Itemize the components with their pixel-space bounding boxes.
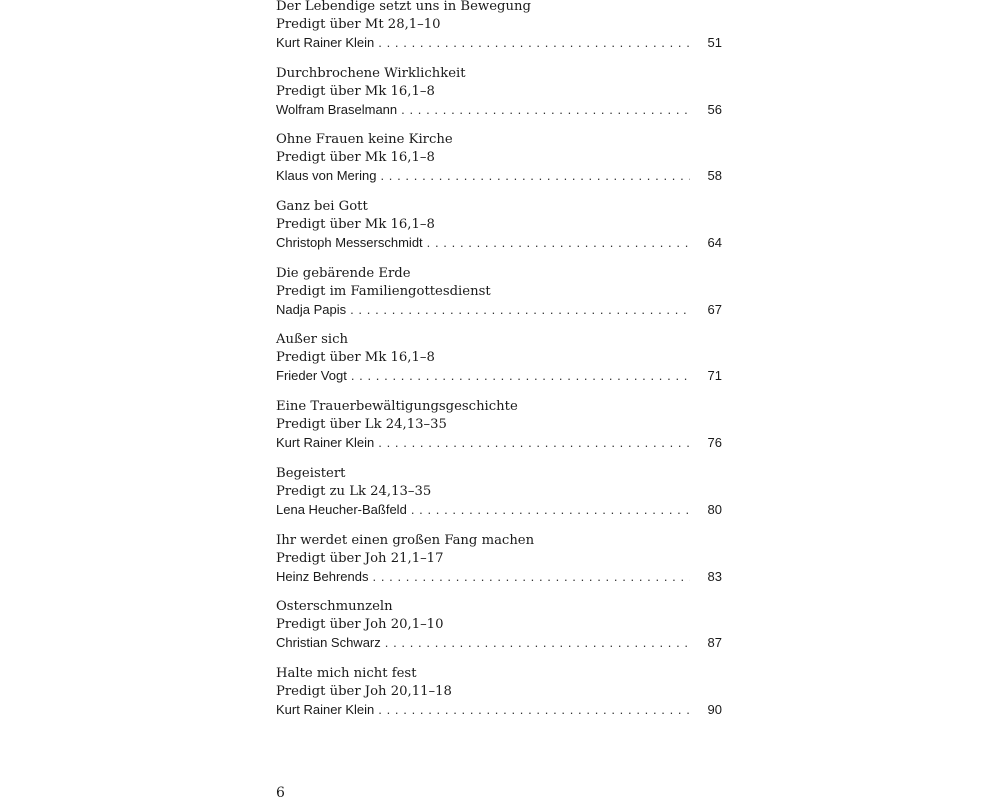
entry-subtitle: Predigt zu Lk 24,13–35 <box>276 483 432 499</box>
entry-subtitle: Predigt über Joh 20,11–18 <box>276 683 452 699</box>
entry-page-number: 67 <box>707 301 722 317</box>
entry-subtitle: Predigt über Mk 16,1–8 <box>276 83 435 99</box>
toc-entry <box>276 331 722 398</box>
toc-entry <box>276 598 722 665</box>
entry-page-number: 51 <box>707 35 722 50</box>
page-folio-number: 6 <box>276 785 285 801</box>
dot-leader <box>351 367 690 385</box>
dot-leader <box>411 501 690 519</box>
entry-page-number: 80 <box>707 501 722 517</box>
entry-subtitle: Predigt über Mk 16,1–8 <box>276 150 435 166</box>
toc-entry <box>276 265 722 332</box>
toc-entry <box>276 131 722 198</box>
toc-entry <box>276 65 722 132</box>
dot-leader <box>401 101 690 119</box>
entry-subtitle: Predigt über Lk 24,13–35 <box>276 417 447 433</box>
entry-title: Ohne Frauen keine Kirche <box>276 132 453 148</box>
entry-page-number: 56 <box>707 101 722 117</box>
entry-author: Klaus von Mering <box>276 168 377 184</box>
entry-title: Begeistert <box>276 465 346 481</box>
entry-page-number: 76 <box>707 435 722 451</box>
toc-entry <box>276 665 722 732</box>
entry-author: Wolfram Braselmann <box>276 101 398 117</box>
entry-author: Christian Schwarz <box>276 635 381 651</box>
dot-leader <box>373 568 691 586</box>
toc-entry <box>276 532 722 599</box>
entry-subtitle: Predigt über Joh 20,1–10 <box>276 617 444 633</box>
entry-author-row <box>276 634 722 652</box>
entry-subtitle: Predigt über Mk 16,1–8 <box>276 350 435 366</box>
entry-page-number: 87 <box>707 635 722 651</box>
entry-author-row <box>276 234 722 252</box>
toc-entry <box>276 465 722 532</box>
entry-subtitle: Predigt im Familiengottesdienst <box>276 283 491 299</box>
toc-entry <box>276 198 722 265</box>
entry-author: Heinz Behrends <box>276 568 369 584</box>
entry-page-number: 64 <box>707 235 722 251</box>
dot-leader <box>380 167 690 185</box>
entry-title: Osterschmunzeln <box>276 599 393 615</box>
entry-page-number: 83 <box>707 568 722 584</box>
entry-author-row <box>276 167 722 185</box>
entry-author: Kurt Rainer Klein <box>276 35 375 50</box>
entry-author-row <box>276 701 722 719</box>
entry-author-row <box>276 568 722 586</box>
entry-author-row <box>276 501 722 519</box>
entry-title: Halte mich nicht fest <box>276 665 417 681</box>
entry-author: Nadja Papis <box>276 301 347 317</box>
dot-leader <box>378 34 690 52</box>
entry-subtitle: Predigt über Joh 21,1–17 <box>276 550 444 566</box>
entry-subtitle: Predigt über Mk 16,1–8 <box>276 217 435 233</box>
entry-title: Außer sich <box>276 332 348 348</box>
entry-title: Der Lebendige setzt uns in Bewegung <box>276 0 531 14</box>
entry-page-number: 71 <box>707 368 722 384</box>
entry-author-row <box>276 367 722 385</box>
entry-subtitle: Predigt über Mt 28,1–10 <box>276 17 441 32</box>
entry-author-row <box>276 34 722 52</box>
entry-author: Kurt Rainer Klein <box>276 701 375 717</box>
entry-author-row <box>276 101 722 119</box>
entry-title: Ihr werdet einen großen Fang machen <box>276 532 535 548</box>
dot-leader <box>350 301 690 319</box>
entry-author: Kurt Rainer Klein <box>276 435 375 451</box>
entry-author-row <box>276 434 722 452</box>
dot-leader <box>378 701 690 719</box>
entry-author: Frieder Vogt <box>276 368 347 384</box>
entry-title: Durchbrochene Wirklichkeit <box>276 65 466 81</box>
toc-entry <box>276 398 722 465</box>
dot-leader <box>385 634 690 652</box>
entry-page-number: 58 <box>707 168 722 184</box>
entry-page-number: 90 <box>707 701 722 717</box>
entry-title: Ganz bei Gott <box>276 199 368 215</box>
dot-leader <box>378 434 690 452</box>
entry-title: Die gebärende Erde <box>276 265 411 281</box>
table-of-contents <box>276 0 722 732</box>
dot-leader <box>427 234 690 252</box>
entry-author: Christoph Messerschmidt <box>276 235 423 251</box>
entry-author-row <box>276 301 722 319</box>
toc-entry <box>276 0 722 65</box>
entry-title: Eine Trauerbewältigungsgeschichte <box>276 399 518 415</box>
entry-author: Lena Heucher-Baßfeld <box>276 501 407 517</box>
